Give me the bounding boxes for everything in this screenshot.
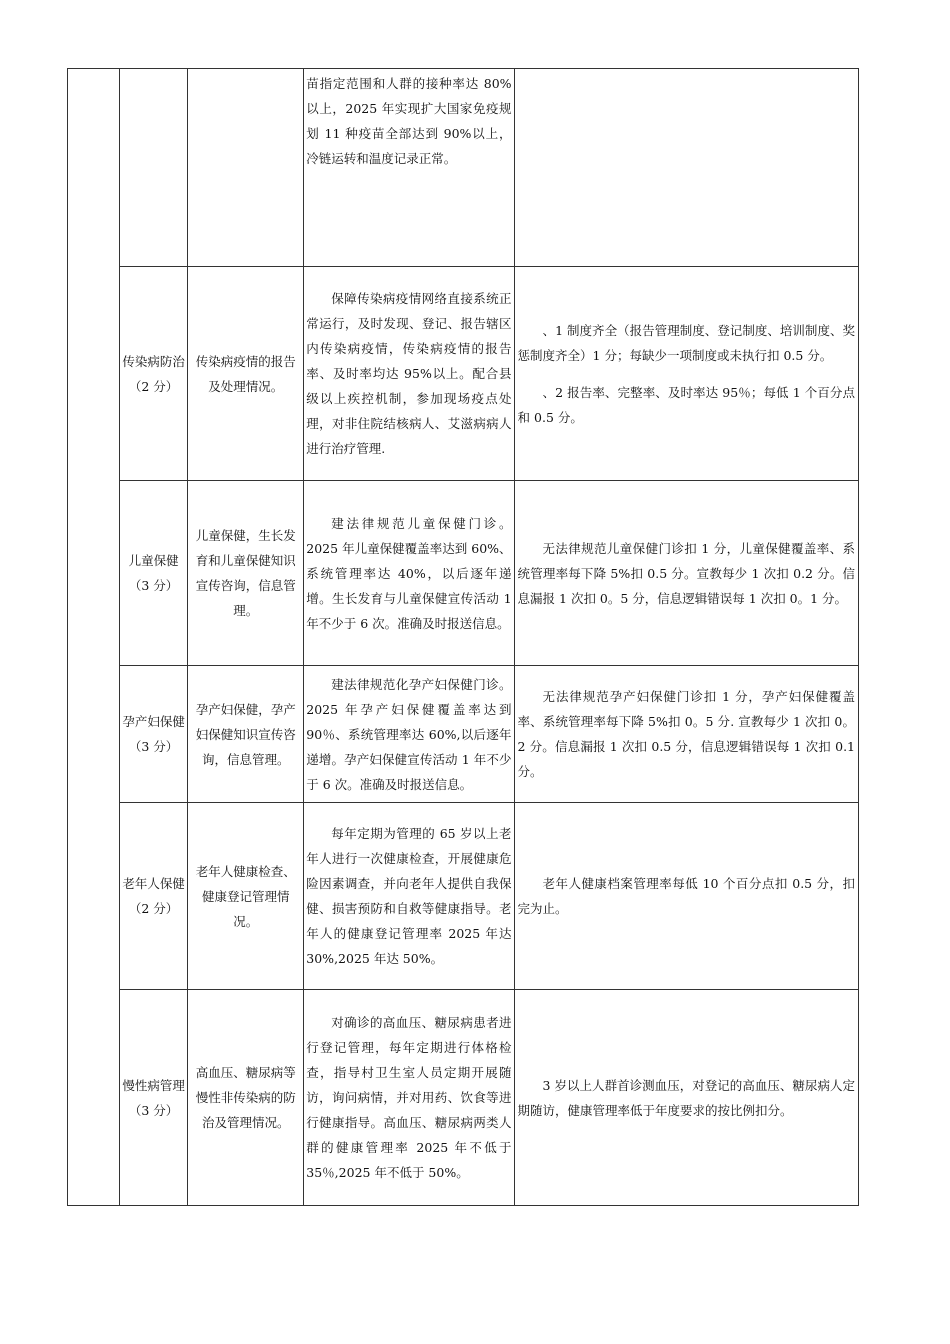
item-cell	[188, 69, 304, 267]
item-cell	[188, 267, 304, 481]
item-text: 孕产妇保健，孕产妇保健知识宣传咨询，信息管理。	[195, 701, 296, 767]
scoring-text: 无法律规范孕产妇保健门诊扣 1 分，孕产妇保健覆盖率、系统管理率每下降 5%扣 0。5 分. 宣教每少 1 次扣 0。2 分。信息漏报 1 次扣 0.5 分，信息逻辑错误每 1 次扣 0.1 分。	[517, 689, 855, 779]
outer-category-cell	[68, 69, 120, 1206]
item-cell	[188, 481, 304, 666]
standard-text: 保障传染病疫情网络直接系统正常运行，及时发现、登记、报告辖区内传染病疫情，传染病疫情的报告率、及时率均达 95%以上。配合县级以上疾控机制，参加现场疫点处理，对非住院结核病人、艾滋病病人进行治疗管理.	[306, 291, 512, 456]
scoring-text: 、1 制度齐全（报告管理制度、登记制度、培训制度、奖惩制度齐全）1 分；每缺少一项制度或未执行扣 0.5 分。	[517, 322, 855, 363]
category-cell	[120, 267, 188, 481]
item-cell	[188, 990, 304, 1206]
standard-cell	[304, 990, 514, 1206]
category-score: （3 分）	[128, 1102, 179, 1118]
category-score: （2 分）	[128, 378, 179, 394]
standard-text: 对确诊的高血压、糖尿病患者进行登记管理，每年定期进行体格检查，指导村卫生室人员定期开展随访，询问病情，并对用药、饮食等进行健康指导。高血压、糖尿病两类人群的健康管理率 2025 年不低于 35％,2025 年不低于 50%。	[306, 1015, 512, 1180]
item-cell	[188, 803, 304, 990]
scoring-text: 老年人健康档案管理率每低 10 个百分点扣 0.5 分，扣完为止。	[517, 876, 855, 916]
category-label: 孕产妇保健	[122, 714, 185, 729]
scoring-text: 3 岁以上人群首诊测血压，对登记的高血压、糖尿病人定期随访，健康管理率低于年度要求的按比例扣分。	[517, 1077, 855, 1118]
scoring-cell	[514, 69, 858, 267]
standard-cell	[304, 481, 514, 666]
scoring-cell	[514, 267, 858, 481]
category-score: （2 分）	[128, 901, 179, 916]
scoring-text: 、2 报告率、完整率、及时率达 95％；每低 1 个百分点和 0.5 分。	[517, 384, 855, 425]
standard-cell	[304, 267, 514, 481]
category-score: （3 分）	[128, 739, 179, 754]
item-text: 老年人健康检查、健康登记管理情况。	[195, 863, 296, 929]
category-score: （3 分）	[128, 578, 179, 593]
scoring-cell	[514, 990, 858, 1206]
item-text: 高血压、糖尿病等慢性非传染病的防治及管理情况。	[195, 1065, 296, 1130]
scoring-cell	[514, 666, 858, 803]
category-cell	[120, 666, 188, 803]
table-row	[68, 69, 859, 267]
standard-cell	[304, 69, 514, 267]
item-text: 儿童保健，生长发育和儿童保健知识宣传咨询，信息管理。	[195, 528, 296, 618]
standard-text: 建法律规范化孕产妇保健门诊。2025 年孕产妇保健覆盖率达到 90％、系统管理率达 60%,以后逐年递增。孕产妇保健宣传活动 1 年不少于 6 次。准确及时报送信息。	[306, 676, 512, 792]
item-cell	[188, 666, 304, 803]
category-label: 慢性病管理	[122, 1077, 185, 1093]
table-row	[68, 803, 859, 990]
category-cell	[120, 69, 188, 267]
item-text: 传染病疫情的报告及处理情况。	[195, 353, 296, 394]
assessment-table	[67, 68, 859, 1206]
standard-text: 每年定期为管理的 65 岁以上老年人进行一次健康检查，开展健康危险因素调查，并向老年人提供自我保健、损害预防和自救等健康指导。老年人的健康登记管理率 2025 年达 30%,2025 年达 50%。	[306, 826, 512, 966]
table-row	[68, 666, 859, 803]
category-label: 儿童保健	[128, 553, 179, 568]
category-cell	[120, 481, 188, 666]
standard-text: 建法律规范儿童保健门诊。2025 年儿童保健覆盖率达到 60%、系统管理率达 40%，以后逐年递增。生长发育与儿童保健宣传活动 1 年不少于 6 次。准确及时报送信息。	[306, 515, 512, 631]
category-label: 老年人保健	[122, 876, 185, 891]
scoring-cell	[514, 481, 858, 666]
table-row	[68, 990, 859, 1206]
standard-cell	[304, 803, 514, 990]
table-row	[68, 267, 859, 481]
standard-text: 苗指定范围和人群的接种率达 80%以上，2025 年实现扩大国家免疫规划 11 种疫苗全部达到 90%以上，冷链运转和温度记录正常。	[306, 76, 512, 166]
table-row	[68, 481, 859, 666]
scoring-cell	[514, 803, 858, 990]
standard-cell	[304, 666, 514, 803]
scoring-text: 无法律规范儿童保健门诊扣 1 分，儿童保健覆盖率、系统管理率每下降 5%扣 0.5 分。宣教每少 1 次扣 0.2 分。信息漏报 1 次扣 0。5 分，信息逻辑错误每 1 次扣 0。1 分。	[517, 540, 855, 606]
category-label: 传染病防治	[122, 353, 185, 369]
category-cell	[120, 803, 188, 990]
category-cell	[120, 990, 188, 1206]
